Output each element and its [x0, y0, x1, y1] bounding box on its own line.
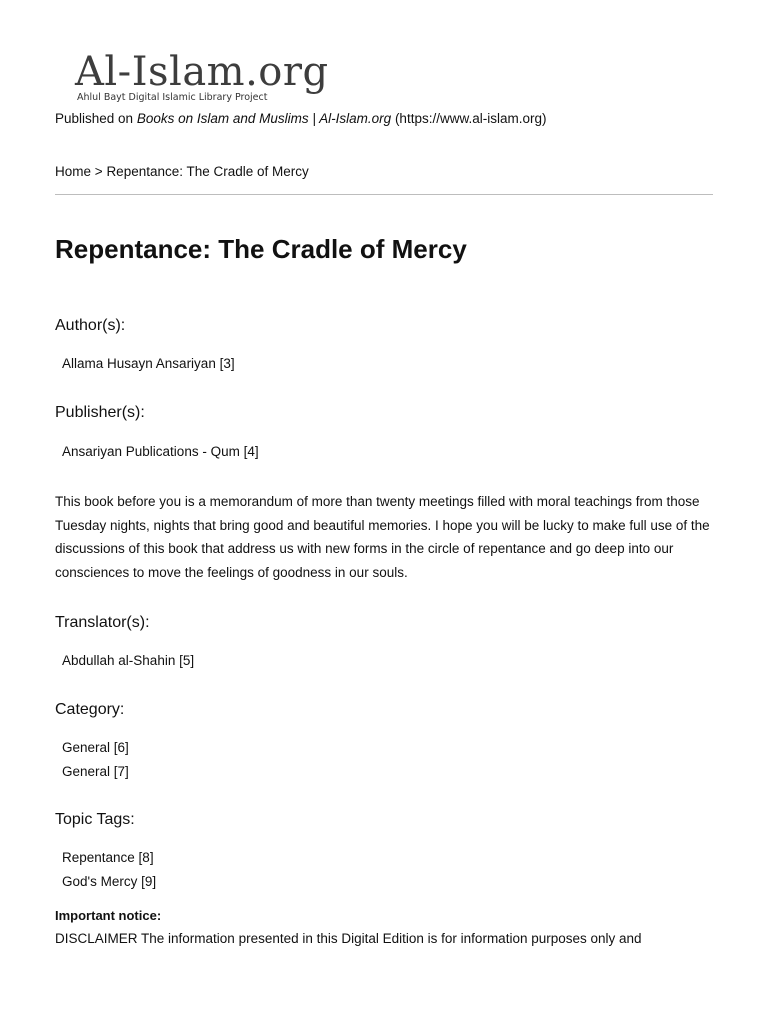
breadcrumb — [55, 164, 309, 179]
logo-text: Al-Islam.org — [75, 49, 329, 95]
category-heading: Category: — [55, 701, 125, 718]
topic-tags-heading: Topic Tags: — [55, 811, 135, 828]
breadcrumb-current: Repentance: The Cradle of Mercy — [106, 164, 309, 179]
translators-heading: Translator(s): — [55, 614, 150, 631]
published-url[interactable]: (https://www.al-islam.org) — [394, 111, 547, 126]
important-notice-label: Important notice: — [55, 908, 162, 923]
breadcrumb-separator: > — [94, 164, 103, 179]
publishers-heading: Publisher(s): — [55, 404, 145, 421]
category-link[interactable]: General [6] — [62, 740, 129, 755]
breadcrumb-home-link[interactable]: Home — [55, 164, 92, 179]
publisher-link[interactable]: Ansariyan Publications - Qum [4] — [62, 444, 259, 459]
disclaimer-text: DISCLAIMER The information presented in this Digital Edition is for information purposes only and — [55, 931, 642, 946]
divider — [55, 194, 713, 195]
logo-tagline: Ahlul Bayt Digital Islamic Library Project — [77, 92, 268, 103]
category-link[interactable]: General [7] — [62, 764, 129, 779]
topic-tag-link[interactable]: God's Mercy [9] — [62, 874, 157, 889]
translator-link[interactable]: Abdullah al-Shahin [5] — [62, 653, 195, 668]
published-prefix: Published on — [55, 111, 134, 126]
page-title: Repentance: The Cradle of Mercy — [55, 234, 467, 264]
author-link[interactable]: Allama Husayn Ansariyan [3] — [62, 356, 235, 371]
published-on-line — [55, 111, 546, 126]
site-logo[interactable] — [75, 49, 329, 106]
published-site-link[interactable]: Books on Islam and Muslims | Al-Islam.org — [136, 111, 392, 126]
book-description: This book before you is a memorandum of more than twenty meetings filled with moral teachings from those Tuesday nights, nights that bring good and beautiful memories. I hope you will be lucky to make full use of the discussions of this book that address us with new forms in the circle of repentance and go deep into our consciences to move the feelings of goodness in our souls. — [55, 494, 710, 580]
topic-tag-link[interactable]: Repentance [8] — [62, 850, 154, 865]
authors-heading: Author(s): — [55, 317, 126, 334]
